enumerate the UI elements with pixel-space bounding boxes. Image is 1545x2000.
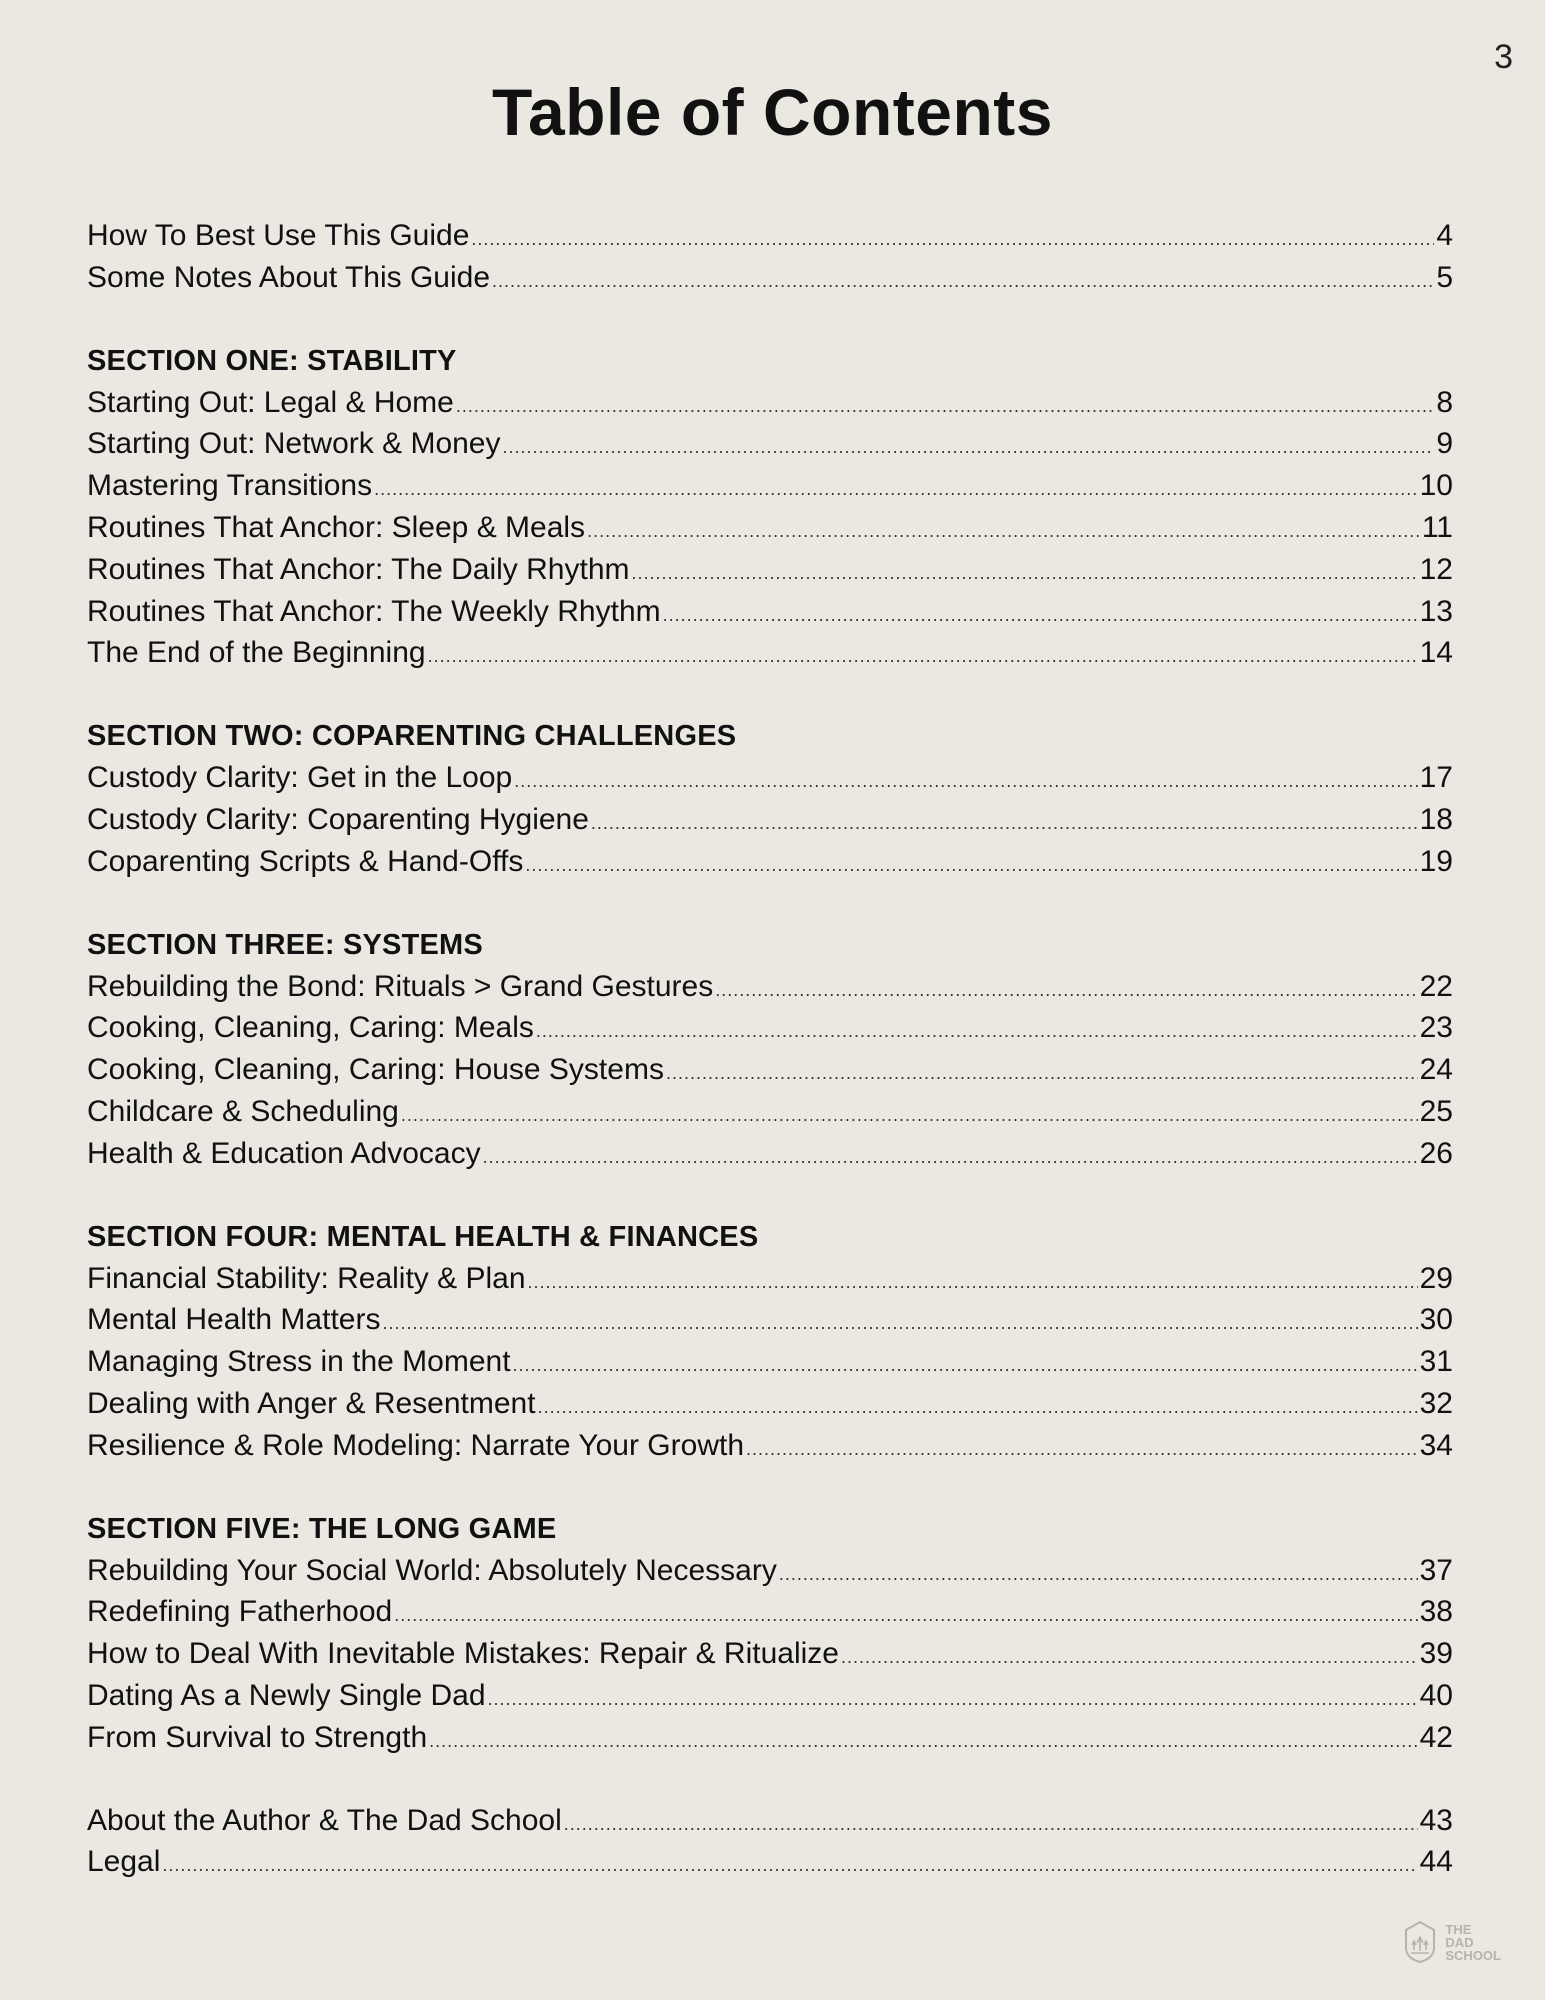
toc-entry[interactable]: Routines That Anchor: The Daily Rhythm ..... 12: [87, 549, 1453, 591]
toc-entry[interactable]: Rebuilding Your Social World: Absolutely Necessary ..... 37: [87, 1550, 1453, 1592]
section-heading: SECTION ONE: STABILITY: [87, 344, 457, 377]
dot-leader: [488, 1679, 1418, 1721]
toc-entry[interactable]: Coparenting Scripts & Hand-Offs ..... 19: [87, 841, 1453, 883]
toc-entry[interactable]: Financial Stability: Reality & Plan ..... 29: [87, 1258, 1453, 1300]
toc-group-section-four: [87, 1216, 1453, 1467]
toc-entry[interactable]: How to Deal With Inevitable Mistakes: Repair & Ritualize ..... 39: [87, 1633, 1453, 1675]
toc-entry[interactable]: Redefining Fatherhood ..... 38: [87, 1591, 1453, 1633]
table-of-contents: [87, 215, 1453, 1924]
toc-entry[interactable]: Starting Out: Legal & Home ..... 8: [87, 382, 1453, 424]
toc-entry[interactable]: Routines That Anchor: The Weekly Rhythm ..... 13: [87, 591, 1453, 633]
section-heading: SECTION TWO: COPARENTING CHALLENGES: [87, 720, 737, 753]
toc-entry[interactable]: How To Best Use This Guide ..... 4: [87, 215, 1453, 257]
toc-entry[interactable]: Dealing with Anger & Resentment ..... 32: [87, 1383, 1453, 1425]
dot-leader: [429, 1721, 1418, 1763]
toc-group-section-one: [87, 340, 1453, 675]
dot-leader: [503, 427, 1435, 469]
toc-entry[interactable]: The End of the Beginning ..... 14: [87, 632, 1453, 674]
toc-entry[interactable]: Cooking, Cleaning, Caring: House Systems ..... 24: [87, 1049, 1453, 1091]
dot-leader: [471, 219, 1434, 261]
dot-leader: [591, 803, 1418, 845]
toc-group-section-two: [87, 715, 1453, 882]
dot-leader: [779, 1554, 1418, 1596]
toc-entry[interactable]: Starting Out: Network & Money ..... 9: [87, 423, 1453, 465]
logo-wordmark: THE DAD SCHOOL: [1445, 1921, 1501, 1963]
dot-leader: [587, 511, 1420, 553]
dot-leader: [374, 469, 1418, 511]
section-heading: SECTION FOUR: MENTAL HEALTH & FINANCES: [87, 1220, 759, 1253]
dot-leader: [162, 1845, 1417, 1887]
toc-entry[interactable]: Dating As a Newly Single Dad ..... 40: [87, 1675, 1453, 1717]
toc-entry[interactable]: About the Author & The Dad School ..... 43: [87, 1800, 1453, 1842]
dot-leader: [632, 553, 1418, 595]
dot-leader: [456, 386, 1434, 428]
toc-entry[interactable]: Mental Health Matters ..... 30: [87, 1299, 1453, 1341]
dad-school-logo: [1403, 1920, 1501, 1964]
dot-leader: [428, 636, 1418, 678]
toc-entry[interactable]: Rebuilding the Bond: Rituals > Grand Gestures ..... 22: [87, 966, 1453, 1008]
page-number: 3: [1494, 38, 1513, 76]
dot-leader: [666, 1053, 1418, 1095]
toc-entry[interactable]: Managing Stress in the Moment ..... 31: [87, 1341, 1453, 1383]
section-heading: SECTION THREE: SYSTEMS: [87, 928, 483, 961]
dot-leader: [746, 1429, 1418, 1471]
dot-leader: [513, 1345, 1418, 1387]
toc-entry[interactable]: Some Notes About This Guide ..... 5: [87, 257, 1453, 299]
dot-leader: [564, 1804, 1418, 1846]
dot-leader: [536, 1011, 1418, 1053]
dad-school-emblem-icon: [1403, 1920, 1437, 1964]
dot-leader: [483, 1137, 1418, 1179]
toc-group-intro: [87, 215, 1453, 299]
dot-leader: [525, 845, 1417, 887]
toc-entry[interactable]: Mastering Transitions ..... 10: [87, 465, 1453, 507]
dot-leader: [492, 261, 1434, 303]
toc-entry[interactable]: Routines That Anchor: Sleep & Meals ..... 11: [87, 507, 1453, 549]
dot-leader: [382, 1303, 1417, 1345]
dot-leader: [715, 970, 1417, 1012]
toc-group-section-five: [87, 1508, 1453, 1759]
dot-leader: [394, 1595, 1417, 1637]
toc-entry[interactable]: From Survival to Strength ..... 42: [87, 1717, 1453, 1759]
toc-entry[interactable]: Childcare & Scheduling ..... 25: [87, 1091, 1453, 1133]
toc-entry[interactable]: Custody Clarity: Coparenting Hygiene ..... 18: [87, 799, 1453, 841]
toc-entry[interactable]: Cooking, Cleaning, Caring: Meals ..... 23: [87, 1007, 1453, 1049]
dot-leader: [528, 1262, 1418, 1304]
dot-leader: [538, 1387, 1418, 1429]
toc-entry[interactable]: Custody Clarity: Get in the Loop ..... 17: [87, 757, 1453, 799]
dot-leader: [401, 1095, 1418, 1137]
page-title: Table of Contents: [492, 75, 1053, 149]
toc-group-back-matter: [87, 1800, 1453, 1884]
toc-entry[interactable]: Resilience & Role Modeling: Narrate Your Growth ..... 34: [87, 1425, 1453, 1467]
toc-entry[interactable]: Health & Education Advocacy ..... 26: [87, 1133, 1453, 1175]
dot-leader: [514, 761, 1417, 803]
dot-leader: [663, 595, 1418, 637]
dot-leader: [841, 1637, 1418, 1679]
toc-entry[interactable]: Legal ..... 44: [87, 1841, 1453, 1883]
section-heading: SECTION FIVE: THE LONG GAME: [87, 1512, 557, 1545]
toc-group-section-three: [87, 924, 1453, 1175]
